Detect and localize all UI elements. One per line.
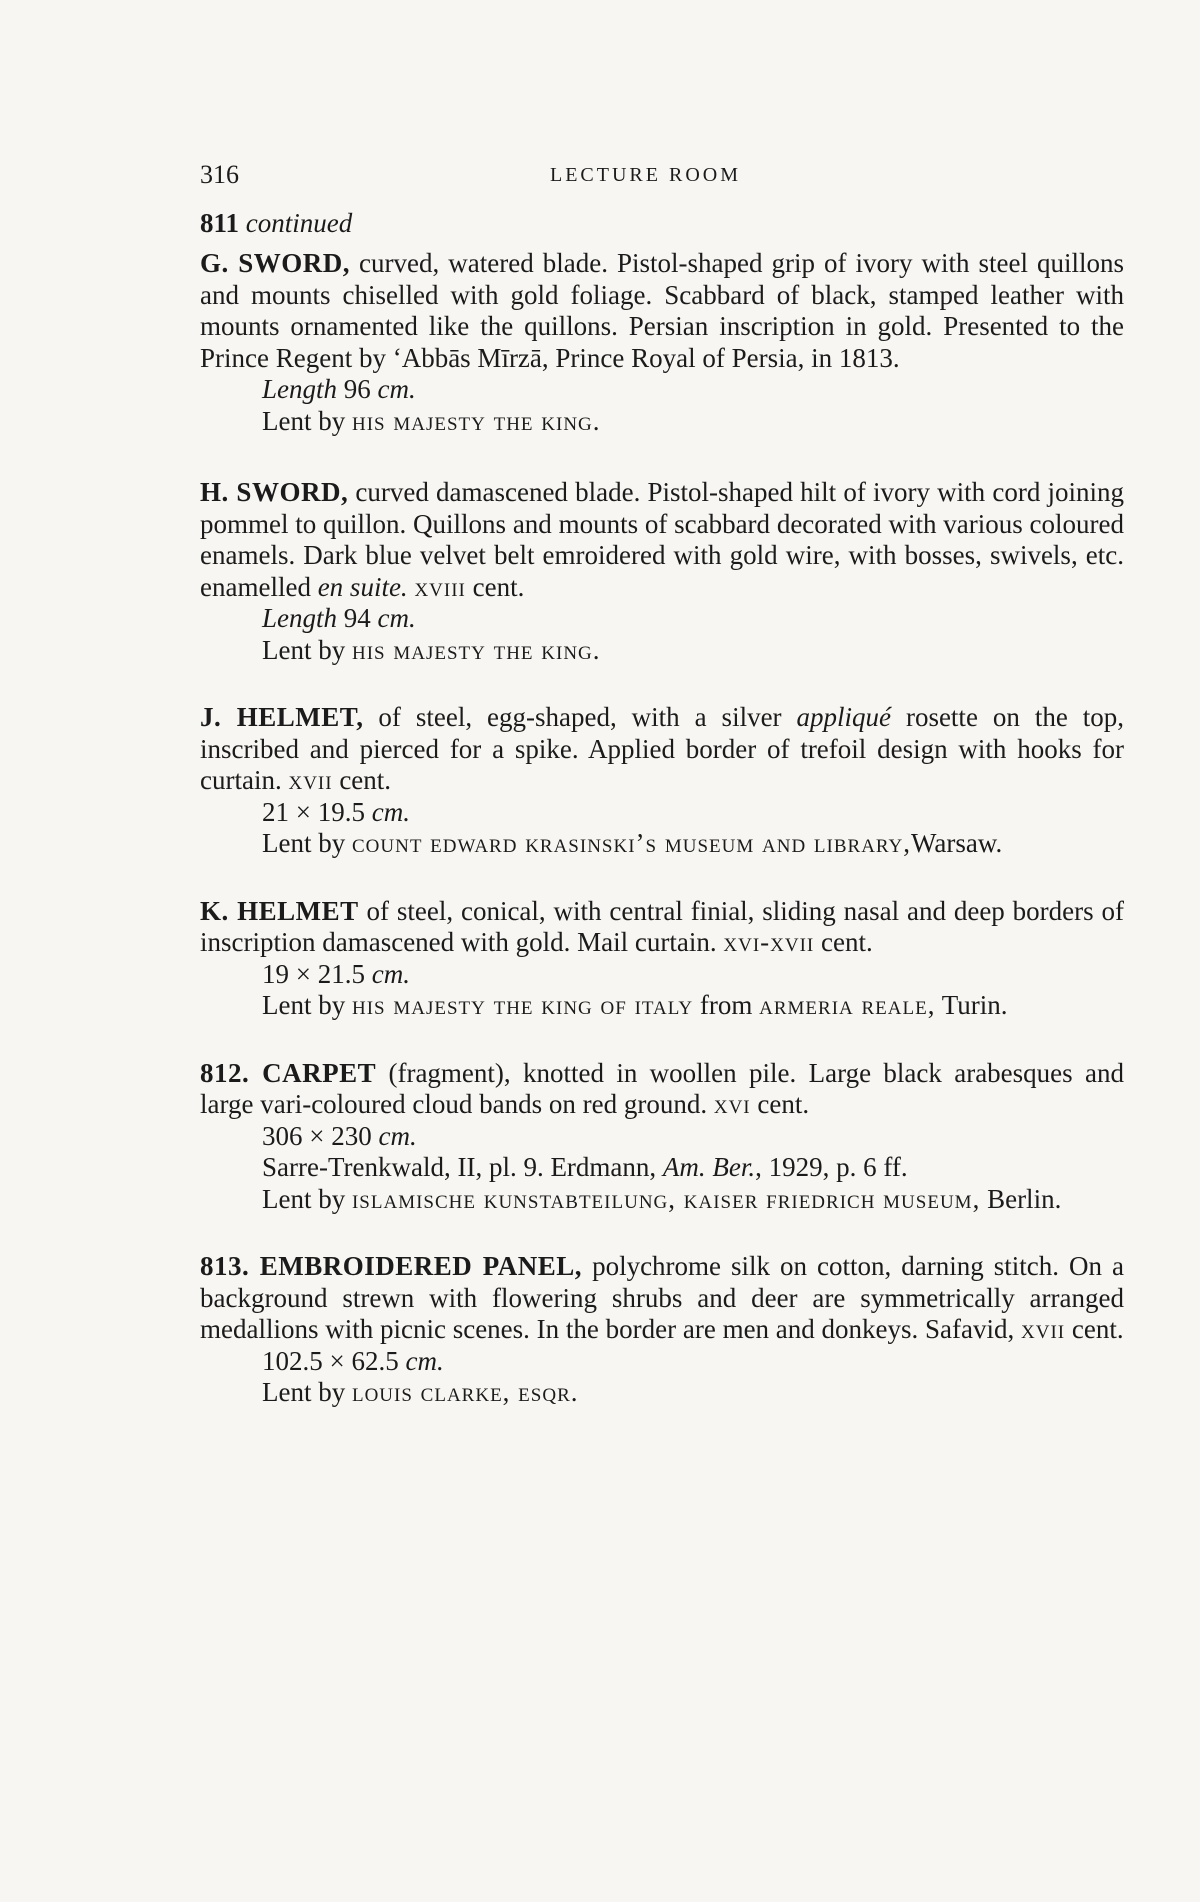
lender-city: Berlin. xyxy=(987,1183,1062,1214)
catalogue-entry-g-sword xyxy=(200,248,1124,437)
dimension-value: 96 xyxy=(343,374,371,404)
entry-text: (fragment), knotted in woollen pile. Large black arabesques and large vari-coloured cloud bands on red ground. xyxy=(200,1057,1124,1119)
lender-name: islamische kunstabteilung, kaiser friedrich museum, xyxy=(351,1183,981,1214)
entry-lender xyxy=(200,828,1124,860)
catalogue-entry-j-helmet xyxy=(200,702,1124,860)
lender-name: count edward krasinski’s museum and library, xyxy=(351,828,912,858)
entry-dimensions xyxy=(200,1121,1124,1153)
dimension-unit: cm. xyxy=(405,1345,444,1376)
entry-century-suffix: cent. xyxy=(757,1089,810,1119)
entry-century-suffix: cent. xyxy=(339,765,392,795)
entry-century: xvii xyxy=(1021,1314,1066,1344)
entry-lender xyxy=(200,1377,1124,1409)
running-title: LECTURE ROOM xyxy=(550,164,741,186)
entry-dimensions xyxy=(200,374,1124,406)
dimension-value: 94 xyxy=(343,603,371,633)
entry-century: xvii xyxy=(288,765,333,795)
entry-heading: H. SWORD, xyxy=(200,477,349,507)
entry-text-continued: rosette on the top, inscribed and pierced for a spike. Applied border of trefoil design with hooks for curtain. xyxy=(200,702,1124,795)
continued-heading xyxy=(200,206,1124,240)
entry-lender xyxy=(200,990,1124,1022)
entry-dimensions xyxy=(200,797,1124,829)
dimension-unit: cm. xyxy=(378,1120,417,1151)
entry-century-suffix: cent. xyxy=(472,571,525,602)
reference-text-end: , 1929, p. 6 ff. xyxy=(755,1152,908,1182)
dimension-unit: cm. xyxy=(377,374,416,404)
entry-century-suffix: cent. xyxy=(821,927,873,957)
catalogue-page xyxy=(200,160,1124,1409)
catalogue-entry-813-embroidered-panel xyxy=(200,1251,1124,1409)
reference-text: Sarre-Trenkwald, II, pl. 9. Erdmann, xyxy=(262,1152,657,1182)
entry-description xyxy=(200,477,1124,603)
dimension-value: 306 × 230 xyxy=(262,1120,372,1151)
dimension-label: Length xyxy=(262,603,338,633)
lender-source: armeria reale, xyxy=(759,990,936,1020)
entry-description xyxy=(200,248,1124,374)
lender-city: Turin. xyxy=(941,990,1008,1020)
entry-heading: J. HELMET, xyxy=(200,702,364,732)
dimension-value: 19 × 21.5 xyxy=(262,958,365,989)
dimension-unit: cm. xyxy=(371,958,410,989)
entry-lender xyxy=(200,1184,1124,1216)
lender-name: his majesty the king of italy xyxy=(351,990,694,1020)
entry-text: of steel, egg-shaped, with a silver xyxy=(378,702,782,732)
lent-by-prefix: Lent by xyxy=(262,1377,346,1407)
lent-by-prefix: Lent by xyxy=(262,405,346,436)
entry-century: xvi-xvii xyxy=(723,927,815,957)
entry-description xyxy=(200,1251,1124,1346)
continued-number: 811 xyxy=(200,208,240,238)
entry-dimensions xyxy=(200,959,1124,991)
catalogue-entry-h-sword xyxy=(200,477,1124,666)
entry-century: xviii xyxy=(414,571,466,602)
entry-description xyxy=(200,1058,1124,1121)
lender-from: from xyxy=(699,990,753,1020)
lender-name: his majesty the king. xyxy=(351,405,601,436)
entry-heading: K. HELMET xyxy=(200,895,359,926)
running-head xyxy=(200,160,1124,196)
entry-century-suffix: cent. xyxy=(1071,1314,1124,1344)
entry-text: curved, watered blade. Pistol-shaped grip of ivory with steel quillons and mounts chiselled with gold foliage. Scabbard of black, stamped leather with mounts ornamented like the quillons. Persian inscription in gold. Presented to the Prince Regent by ‘Abbās Mīrzā, Prince Royal of Persia, in 1813. xyxy=(200,248,1124,373)
dimension-value: 102.5 × 62.5 xyxy=(262,1345,399,1376)
entry-text: curved damascened blade. Pistol-shaped hilt of ivory with cord joining pommel to quillon. Quillons and mounts of scabbard decorated with various coloured enamels. Dark blue velvet belt emroidered with gold wire, with bosses, swivels, etc. enamelled xyxy=(200,477,1124,602)
entry-heading: 813. EMBROIDERED PANEL, xyxy=(200,1251,583,1281)
page-number: 316 xyxy=(200,160,239,189)
lender-name: louis clarke, esqr. xyxy=(351,1377,579,1407)
entry-heading: 812. CARPET xyxy=(200,1057,377,1088)
entry-reference xyxy=(200,1152,1124,1184)
entry-text: of steel, conical, with central finial, sliding nasal and deep borders of inscription damascened with gold. Mail curtain. xyxy=(200,895,1125,957)
entry-lender xyxy=(200,406,1124,438)
entry-century: xvi xyxy=(713,1089,751,1119)
lent-by-prefix: Lent by xyxy=(262,828,346,858)
lender-name: his majesty the king. xyxy=(351,634,601,665)
entry-text: polychrome silk on cotton, darning stitch. On a background strewn with flowering shrubs and deer are symmetrically arranged medallions with picnic scenes. In the border are men and donkeys. Safavid, xyxy=(200,1251,1125,1344)
entry-lender xyxy=(200,635,1124,667)
lent-by-prefix: Lent by xyxy=(262,634,346,665)
continued-label: continued xyxy=(245,208,353,238)
lender-city: Warsaw. xyxy=(911,828,1003,858)
entry-description xyxy=(200,702,1124,797)
catalogue-entry-k-helmet xyxy=(200,896,1124,1022)
entry-text-italic: appliqué xyxy=(796,702,891,732)
entry-text-italic: en suite. xyxy=(317,571,408,602)
entry-description xyxy=(200,896,1124,959)
entry-dimensions xyxy=(200,1346,1124,1378)
dimension-unit: cm. xyxy=(377,603,416,633)
catalogue-entry-812-carpet xyxy=(200,1058,1124,1216)
dimension-label: Length xyxy=(262,374,338,404)
entry-heading: G. SWORD, xyxy=(200,248,351,278)
entry-dimensions xyxy=(200,603,1124,635)
lent-by-prefix: Lent by xyxy=(262,990,346,1020)
reference-italic: Am. Ber. xyxy=(662,1152,756,1182)
lent-by-prefix: Lent by xyxy=(262,1183,346,1214)
dimension-unit: cm. xyxy=(371,796,410,827)
dimension-value: 21 × 19.5 xyxy=(262,796,365,827)
